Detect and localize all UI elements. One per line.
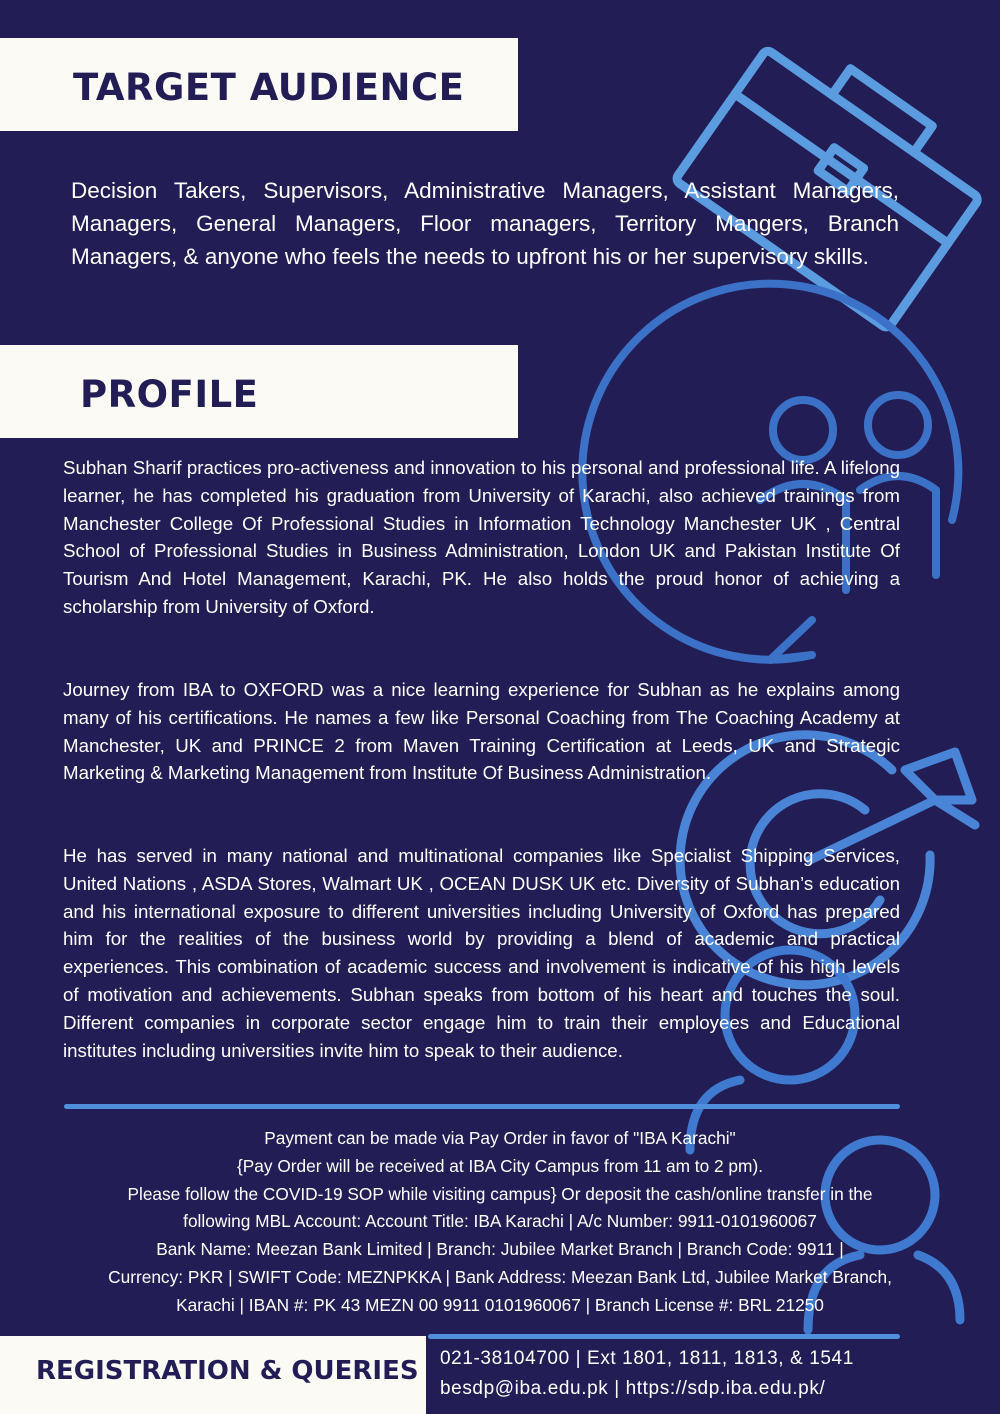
divider (428, 1334, 900, 1339)
target-audience-title: TARGET AUDIENCE (73, 66, 465, 109)
profile-header (0, 345, 518, 438)
contact-info (440, 1344, 854, 1404)
payment-line: Please follow the COVID-19 SOP while visiting campus} Or deposit the cash/online transfer in the (127, 1183, 873, 1204)
profile-paragraph: He has served in many national and multinational companies like Specialist Shipping Services, United Nations , ASDA Stores, Walmart UK , OCEAN DUSK UK etc. Diversity of Subhan’s education and his international exposure to different universities including University of Oxford has prepared him for the realities of the business world by providing a blend of academic and practical experiences. This combination of academic success and involvement is indicative of his high levels of motivation and achievements. Subhan speaks from bottom of his heart and touches the soul. Different companies in corporate sector engage him to train their employees and Educational institutes including universities invite him to speak to their audience. (63, 845, 900, 1061)
profile-title: PROFILE (80, 373, 259, 416)
contact-phone: 021-38104700 | Ext 1801, 1811, 1813, & 1541 (440, 1348, 854, 1369)
payment-line: Payment can be made via Pay Order in favor of "IBA Karachi" (264, 1128, 736, 1148)
payment-line: Bank Name: Meezan Bank Limited | Branch: Jubilee Market Branch | Branch Code: 9911 | (156, 1239, 844, 1260)
profile-paragraph: Subhan Sharif practices pro-activeness and innovation to his personal and professional life. A lifelong learner, he has completed his graduation from University of Karachi, also achieved trainings from Manchester College Of Professional Studies in Information Technology Manchester UK , Central School of Professional Studies in Business Administration, London UK and Pakistan Institute Of Tourism And Hotel Management, Karachi, PK. He also holds the proud honor of achieving a scholarship from University of Oxford. (63, 457, 900, 617)
payment-line: Currency: PKR | SWIFT Code: MEZNPKKA | Bank Address: Meezan Bank Ltd, Jubilee Market Branch, (108, 1266, 892, 1287)
target-audience-text: Decision Takers, Supervisors, Administrative Managers, Assistant Managers, Managers, General Managers, Floor managers, Territory Mangers, Branch Managers, & anyone who feels the needs to upfront his or her supervisory skills. (71, 178, 899, 269)
registration-header (0, 1336, 426, 1414)
contact-web: besdp@iba.edu.pk | https://sdp.iba.edu.pk/ (440, 1378, 826, 1399)
registration-title: REGISTRATION & QUERIES (36, 1356, 419, 1386)
payment-line: following MBL Account: Account Title: IBA Karachi | A/c Number: 9911-0101960067 (183, 1211, 817, 1232)
profile-paragraph: Journey from IBA to OXFORD was a nice learning experience for Subhan as he explains among many of his certifications. He names a few like Personal Coaching from The Coaching Academy at Manchester, UK and PRINCE 2 from Maven Training Certification at Leeds, UK and Strategic Marketing & Marketing Management from Institute Of Business Administration. (63, 679, 900, 784)
target-audience-header (0, 38, 518, 131)
payment-line: {Pay Order will be received at IBA City Campus from 11 am to 2 pm). (237, 1155, 763, 1176)
payment-info (55, 1125, 945, 1320)
divider (64, 1104, 900, 1109)
payment-line: Karachi | IBAN #: PK 43 MEZN 00 9911 0101960067 | Branch License #: BRL 21250 (176, 1294, 824, 1315)
